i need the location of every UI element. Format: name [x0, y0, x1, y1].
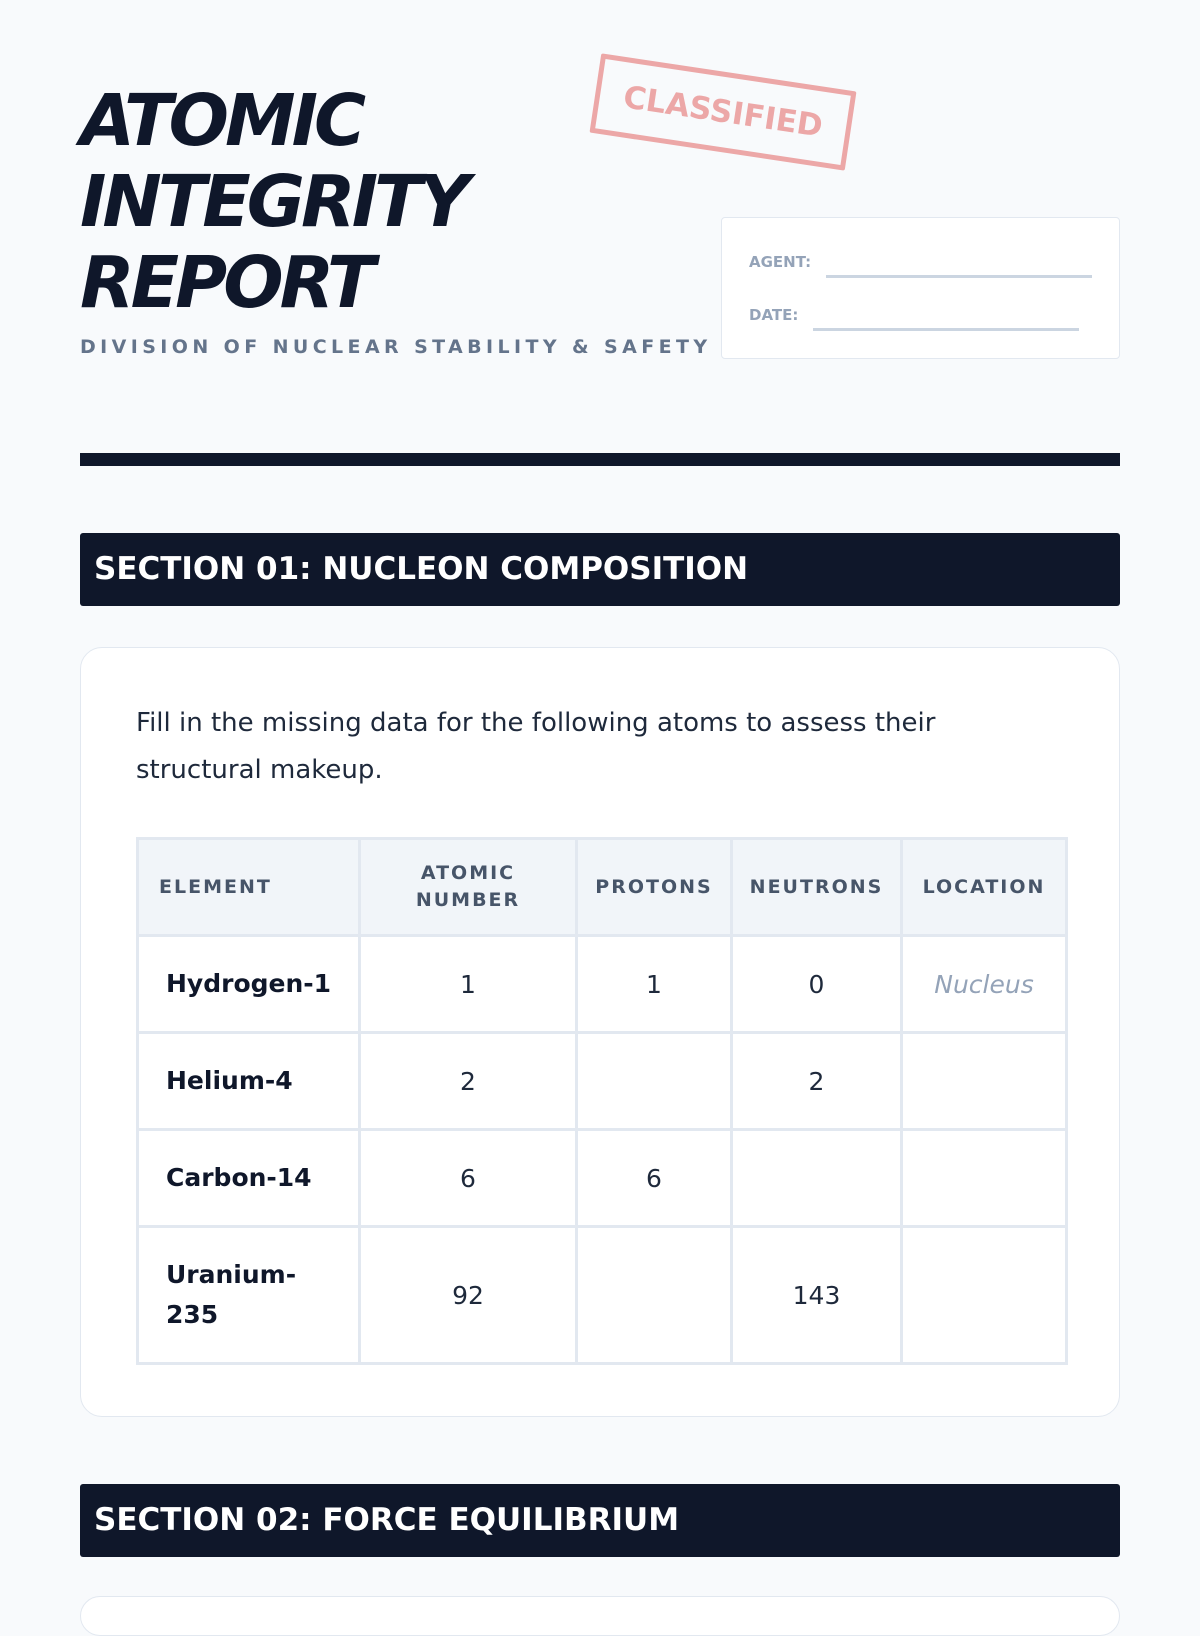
section-02-card	[80, 1596, 1120, 1636]
protons-cell[interactable]	[577, 1033, 732, 1130]
date-field[interactable]	[813, 328, 1079, 331]
section-01-card	[80, 647, 1120, 1417]
location-cell[interactable]	[902, 1033, 1067, 1130]
protons-cell[interactable]: 1	[577, 936, 732, 1033]
element-cell: Carbon-14	[138, 1130, 360, 1227]
atomic-number-cell[interactable]: 6	[360, 1130, 577, 1227]
neutrons-cell[interactable]: 143	[732, 1227, 902, 1364]
report-title-line-1: ATOMIC	[80, 79, 363, 162]
report-title-line-3: REPORT	[80, 241, 372, 324]
agent-field[interactable]	[826, 275, 1092, 278]
column-header-protons: PROTONS	[577, 839, 732, 936]
table-row	[138, 1033, 1067, 1130]
section-01-heading: SECTION 01: NUCLEON COMPOSITION	[80, 533, 1120, 606]
column-header-neutrons: NEUTRONS	[732, 839, 902, 936]
date-label: DATE:	[749, 306, 799, 324]
location-cell[interactable]	[902, 1227, 1067, 1364]
column-header-element: ELEMENT	[138, 839, 360, 936]
section-01-instructions: Fill in the missing data for the following atoms to assess their structural makeup.	[136, 708, 936, 785]
location-cell[interactable]	[902, 1130, 1067, 1227]
classified-stamp: CLASSIFIED	[590, 53, 857, 170]
division-subtitle: DIVISION OF NUCLEAR STABILITY & SAFETY	[80, 336, 712, 358]
header-divider	[80, 453, 1120, 466]
agent-label: AGENT:	[749, 253, 812, 271]
atomic-number-cell[interactable]: 1	[360, 936, 577, 1033]
nucleon-table	[136, 837, 1068, 1365]
neutrons-cell[interactable]: 0	[732, 936, 902, 1033]
element-cell-text: Uranium-235	[166, 1260, 297, 1329]
report-title	[80, 80, 466, 323]
element-cell	[138, 1227, 360, 1364]
agent-date-box	[721, 217, 1120, 359]
table-header-row	[138, 839, 1067, 936]
table-row	[138, 1227, 1067, 1364]
location-cell[interactable]: Nucleus	[902, 936, 1067, 1033]
neutrons-cell[interactable]	[732, 1130, 902, 1227]
table-row	[138, 1130, 1067, 1227]
protons-cell[interactable]: 6	[577, 1130, 732, 1227]
table-row	[138, 936, 1067, 1033]
atomic-number-cell[interactable]: 2	[360, 1033, 577, 1130]
section-02-heading: SECTION 02: FORCE EQUILIBRIUM	[80, 1484, 1120, 1557]
column-header-atomic-number	[360, 839, 577, 936]
atomic-number-cell[interactable]: 92	[360, 1227, 577, 1364]
neutrons-cell[interactable]: 2	[732, 1033, 902, 1130]
element-cell: Helium-4	[138, 1033, 360, 1130]
column-header-location: LOCATION	[902, 839, 1067, 936]
report-title-line-2: INTEGRITY	[80, 160, 466, 243]
protons-cell[interactable]	[577, 1227, 732, 1364]
column-header-atomic-number-text: ATOMIC NUMBER	[415, 862, 521, 911]
element-cell: Hydrogen-1	[138, 936, 360, 1033]
